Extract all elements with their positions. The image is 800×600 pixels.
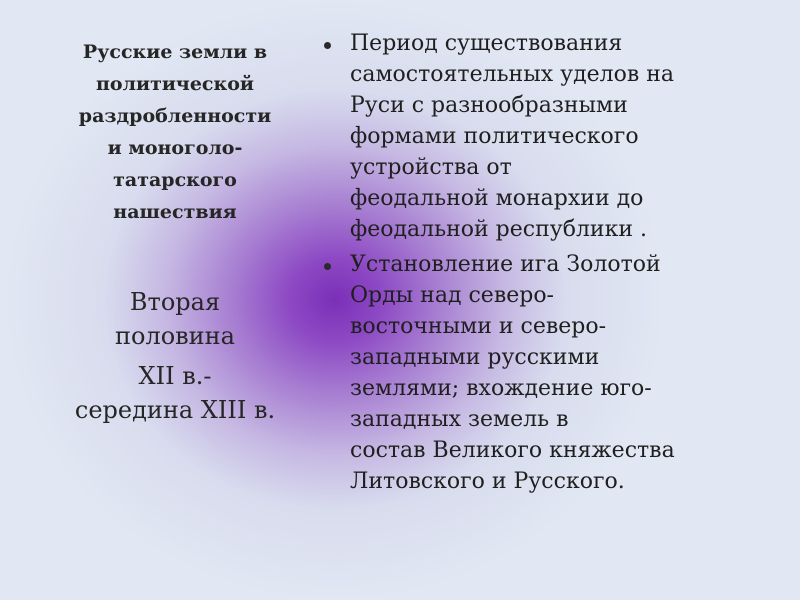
bullet-line: формами политического bbox=[350, 124, 639, 149]
bullet-line: Руси с разнообразными bbox=[350, 93, 628, 118]
title-line: политической bbox=[96, 73, 254, 95]
date-line: XII в.- bbox=[138, 362, 212, 390]
bullet-item-fragmentation bbox=[322, 28, 742, 245]
bullet-line: устройства от bbox=[350, 155, 512, 180]
bullet-line: восточными и северо- bbox=[350, 314, 607, 339]
title-line: татарского bbox=[113, 169, 237, 191]
bullet-item-golden-horde bbox=[322, 249, 742, 497]
bullet-line: западных земель в bbox=[350, 407, 569, 432]
bullet-dot-icon bbox=[324, 42, 331, 49]
title-line: раздробленности bbox=[78, 105, 272, 127]
bullet-line: землями; вхождение юго- bbox=[350, 376, 652, 401]
bullet-line: Установление ига Золотой bbox=[350, 252, 661, 277]
bullet-line: Период существования bbox=[350, 31, 623, 56]
bullet-line: самостоятельных уделов на bbox=[350, 62, 675, 87]
date-line: Вторая bbox=[129, 288, 221, 316]
date-line: середина XIII в. bbox=[74, 396, 276, 424]
period-dates bbox=[40, 285, 310, 427]
date-line: половина bbox=[115, 322, 235, 350]
title-line: Русские земли в bbox=[82, 41, 268, 63]
section-title bbox=[45, 36, 305, 228]
bullet-line: Литовского и Русского. bbox=[350, 469, 625, 494]
bullet-dot-icon bbox=[324, 263, 331, 270]
bullet-line: западными русскими bbox=[350, 345, 600, 370]
bullet-line: феодальной республики . bbox=[350, 217, 647, 242]
bullet-list bbox=[322, 28, 742, 501]
title-line: и моноголо- bbox=[107, 137, 243, 159]
bullet-line: Орды над северо- bbox=[350, 283, 554, 308]
bullet-line: феодальной монархии до bbox=[350, 186, 644, 211]
bullet-line: состав Великого княжества bbox=[350, 438, 675, 463]
title-line: нашествия bbox=[113, 201, 237, 223]
